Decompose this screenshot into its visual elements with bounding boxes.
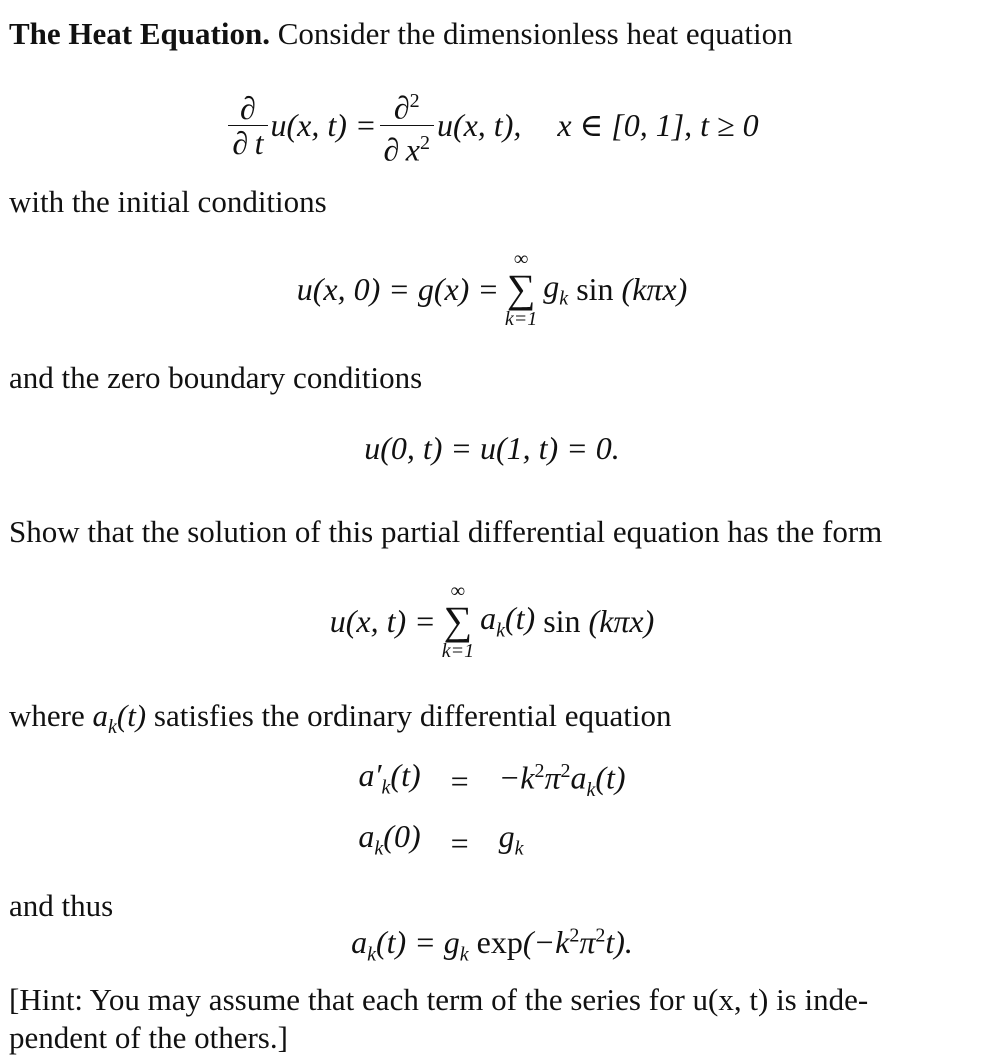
subscript-k: k xyxy=(367,943,376,966)
t-argument: (t) xyxy=(116,698,147,733)
where-prefix: where xyxy=(9,698,85,733)
zero-argument: (0) xyxy=(383,818,421,855)
boundary-condition-equation xyxy=(0,425,984,471)
initial-conditions-text: with the initial conditions xyxy=(9,184,327,219)
coefficient-a xyxy=(480,600,535,642)
boundary-conditions-text: and the zero boundary conditions xyxy=(9,360,423,395)
ode-system xyxy=(0,756,984,861)
partial-x-squared xyxy=(380,125,434,167)
exponent: 2 xyxy=(409,89,420,112)
subscript-k: k xyxy=(374,837,384,860)
prime-symbol: ′ xyxy=(374,756,382,793)
sin-argument: (kπx) xyxy=(588,602,655,639)
partial-symbol: ∂ xyxy=(232,124,249,161)
domain-condition: x ∈ [0, 1], t ≥ 0 xyxy=(557,107,759,143)
solution-lhs: u(x, t) = xyxy=(329,602,436,639)
solution-form-equation xyxy=(0,578,984,664)
sum-lower-limit: k=1 xyxy=(504,308,538,330)
heat-equation xyxy=(0,80,984,170)
subscript-k: k xyxy=(107,716,117,739)
where-suffix: satisfies the ordinary differential equation xyxy=(153,698,672,733)
intro-line xyxy=(9,16,793,52)
ode-array xyxy=(358,751,625,868)
subscript-k: k xyxy=(514,837,524,860)
exp-function: exp xyxy=(476,923,523,960)
ode-row2-equals: = xyxy=(450,824,469,861)
space-derivative-fraction xyxy=(380,84,434,166)
t-argument: (t) xyxy=(595,759,626,796)
a-symbol: a xyxy=(480,599,497,636)
a-symbol: a xyxy=(358,818,375,855)
subscript-k: k xyxy=(459,943,469,966)
sum-lower-limit: k=1 xyxy=(441,640,475,662)
boundary-equation: u(0, t) = u(1, t) = 0. xyxy=(364,429,620,466)
sin-function: sin xyxy=(576,270,614,307)
hint-line-1: [Hint: You may assume that each term of the series for u(x, t) is inde- xyxy=(9,982,869,1017)
exponent: 2 xyxy=(534,760,545,783)
sum-symbol: ∑ xyxy=(506,266,536,311)
ode-row1-rhs xyxy=(499,751,626,810)
exponent: 2 xyxy=(419,131,430,154)
minus-k: −k xyxy=(498,759,535,796)
a-symbol: a xyxy=(358,756,375,793)
time-derivative-fraction xyxy=(228,91,267,160)
sum-symbol: ∑ xyxy=(443,598,473,643)
exponent: 2 xyxy=(560,760,571,783)
partial-symbol: ∂ xyxy=(383,131,400,168)
a-symbol: a xyxy=(92,698,108,733)
subscript-k: k xyxy=(381,776,391,798)
sin-argument: (kπx) xyxy=(621,270,688,307)
rhs-function: u(x, t), xyxy=(436,106,522,143)
sin-function: sin xyxy=(543,602,581,639)
g-symbol: g xyxy=(443,923,460,960)
partial-squared xyxy=(390,84,424,125)
summation xyxy=(505,249,537,329)
thus-text: and thus xyxy=(9,888,114,923)
final-solution-equation xyxy=(0,922,984,968)
partial-t xyxy=(228,125,267,160)
exponent: 2 xyxy=(569,924,580,947)
section-title: The Heat Equation. xyxy=(9,16,270,51)
pi-symbol: π xyxy=(544,759,561,796)
coefficient-g xyxy=(543,268,568,310)
subscript-k: k xyxy=(586,779,596,802)
ode-row2-lhs xyxy=(358,816,420,868)
var-t: t xyxy=(254,124,264,161)
subscript-k: k xyxy=(559,287,569,310)
exp-arg-part1: (−k xyxy=(522,923,570,960)
g-symbol: g xyxy=(543,267,560,304)
t-argument: (t) = xyxy=(375,923,436,960)
sum-upper-limit: ∞ xyxy=(450,580,466,602)
summation xyxy=(442,581,474,661)
lhs-function: u(x, t) = xyxy=(270,106,377,143)
var-x: x xyxy=(405,131,420,168)
pi-symbol: π xyxy=(579,923,596,960)
subscript-k: k xyxy=(496,619,505,642)
t-argument: (t) xyxy=(390,756,421,793)
final-solution xyxy=(351,924,633,966)
hint-line-2: pendent of the others.] xyxy=(9,1020,288,1055)
initial-lhs: u(x, 0) = g(x) = xyxy=(296,270,499,307)
ode-row1-equals: = xyxy=(450,762,469,799)
show-text: Show that the solution of this partial differential equation has the form xyxy=(9,514,883,549)
partial-symbol: ∂ xyxy=(240,89,256,126)
ode-row2-rhs xyxy=(499,816,626,868)
t-argument: (t) xyxy=(504,599,536,636)
a-symbol: a xyxy=(570,759,587,796)
where-text xyxy=(9,698,672,745)
a-symbol: a xyxy=(351,923,368,960)
g-symbol: g xyxy=(498,818,515,855)
ode-row1-lhs xyxy=(358,755,420,807)
exponent: 2 xyxy=(595,924,606,947)
exp-arg-part2: t). xyxy=(605,923,633,960)
inline-a-k-t xyxy=(92,698,147,739)
intro-text: Consider the dimensionless heat equation xyxy=(277,16,793,51)
initial-condition-equation xyxy=(0,246,984,332)
sum-upper-limit: ∞ xyxy=(513,248,529,270)
partial-symbol: ∂ xyxy=(393,89,410,126)
